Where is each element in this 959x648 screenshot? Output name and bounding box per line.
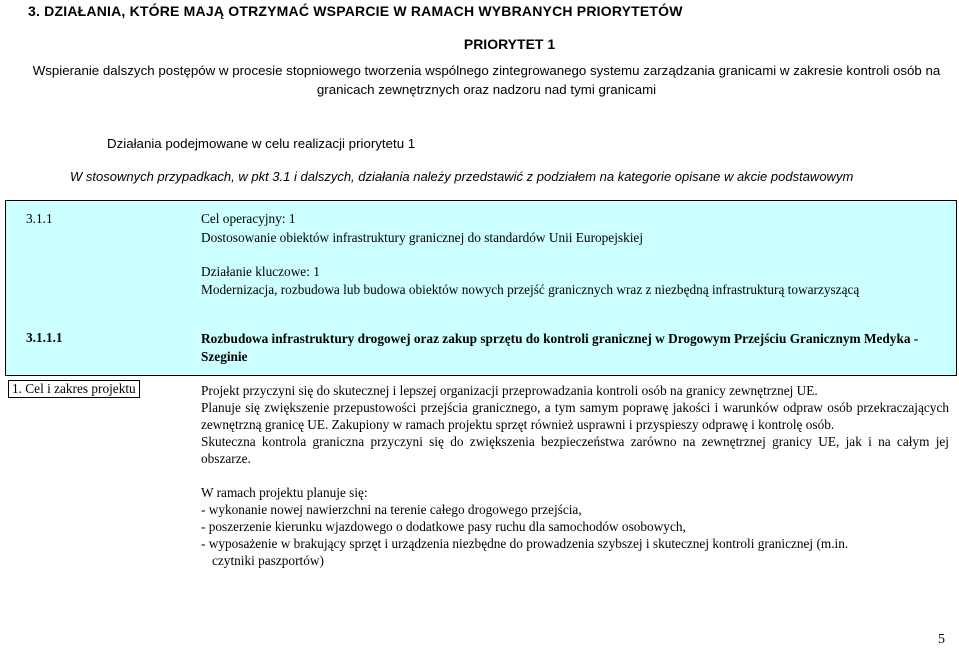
project-code: 3.1.1.1 bbox=[26, 330, 63, 345]
operational-goal-label: Cel operacyjny: 1 bbox=[201, 211, 296, 226]
plan-item: - wyposażenie w brakujący sprzęt i urządzenia niezbędne do prowadzenia szybszej i skutecznej kontroli granicznej (m.in. bbox=[201, 536, 849, 551]
goal-code: 3.1.1 bbox=[26, 211, 53, 226]
project-paragraph-1: Projekt przyczyni się do skutecznej i lepszej organizacji przeprowadzania kontroli osób na granicy zewnętrznej UE. bbox=[201, 383, 818, 398]
page-number: 5 bbox=[938, 632, 945, 647]
section-heading: 3. DZIAŁANIA, KTÓRE MAJĄ OTRZYMAĆ WSPARCIE W RAMACH WYBRANYCH PRIORYTETÓW bbox=[28, 3, 683, 19]
plan-item: - wykonanie nowej nawierzchni na terenie całego drogowego przejścia, bbox=[201, 502, 582, 517]
priority-title: PRIORYTET 1 bbox=[463, 36, 556, 52]
scope-label: 1. Cel i zakres projektu bbox=[8, 380, 140, 398]
project-title: Rozbudowa infrastruktury drogowej oraz zakup sprzętu do kontroli granicznej w Drogowym Przejściu Granicznym Medyka - Szeginie bbox=[201, 331, 919, 364]
key-action-text: Modernizacja, rozbudowa lub budowa obiektów nowych przejść granicznych wraz z niezbędną infrastrukturą towarzyszącą bbox=[201, 282, 860, 297]
plan-item: - poszerzenie kierunku wjazdowego o dodatkowe pasy ruchu dla samochodów osobowych, bbox=[201, 519, 686, 534]
operational-goal-text: Dostosowanie obiektów infrastruktury granicznej do standardów Unii Europejskiej bbox=[201, 230, 644, 245]
category-note: W stosownych przypadkach, w pkt 3.1 i dalszych, działania należy przedstawić z podziałem na kategorie opisane w akcie podstawowym bbox=[70, 169, 854, 184]
project-description bbox=[201, 382, 949, 569]
priority-description: Wspieranie dalszych postępów w procesie stopniowego tworzenia wspólnego zintegrowanego systemu zarządzania granicami w zakresie kontroli osób na granicach zewnętrznych oraz nadzoru nad tymi granicami bbox=[32, 63, 941, 97]
actions-heading: Działania podejmowane w celu realizacji priorytetu 1 bbox=[107, 136, 416, 151]
project-paragraph-3: Skuteczna kontrola graniczna przyczyni się do zwiększenia bezpieczeństwa zarówno na zewnętrznej granicy UE, jak i na całym jej obszarze. bbox=[201, 434, 949, 466]
key-action-label: Działanie kluczowe: 1 bbox=[201, 264, 320, 279]
plan-item-continuation: czytniki paszportów) bbox=[212, 553, 324, 568]
project-paragraph-2: Planuje się zwiększenie przepustowości przejścia granicznego, a tym samym poprawę jakości i warunków odpraw osób przekraczających zewnętrzną granicę UE. Zakupiony w ramach projektu sprzęt również usprawni i przyspieszy odprawę i kontrolę osób. bbox=[201, 400, 949, 432]
plan-intro: W ramach projektu planuje się: bbox=[201, 485, 368, 500]
